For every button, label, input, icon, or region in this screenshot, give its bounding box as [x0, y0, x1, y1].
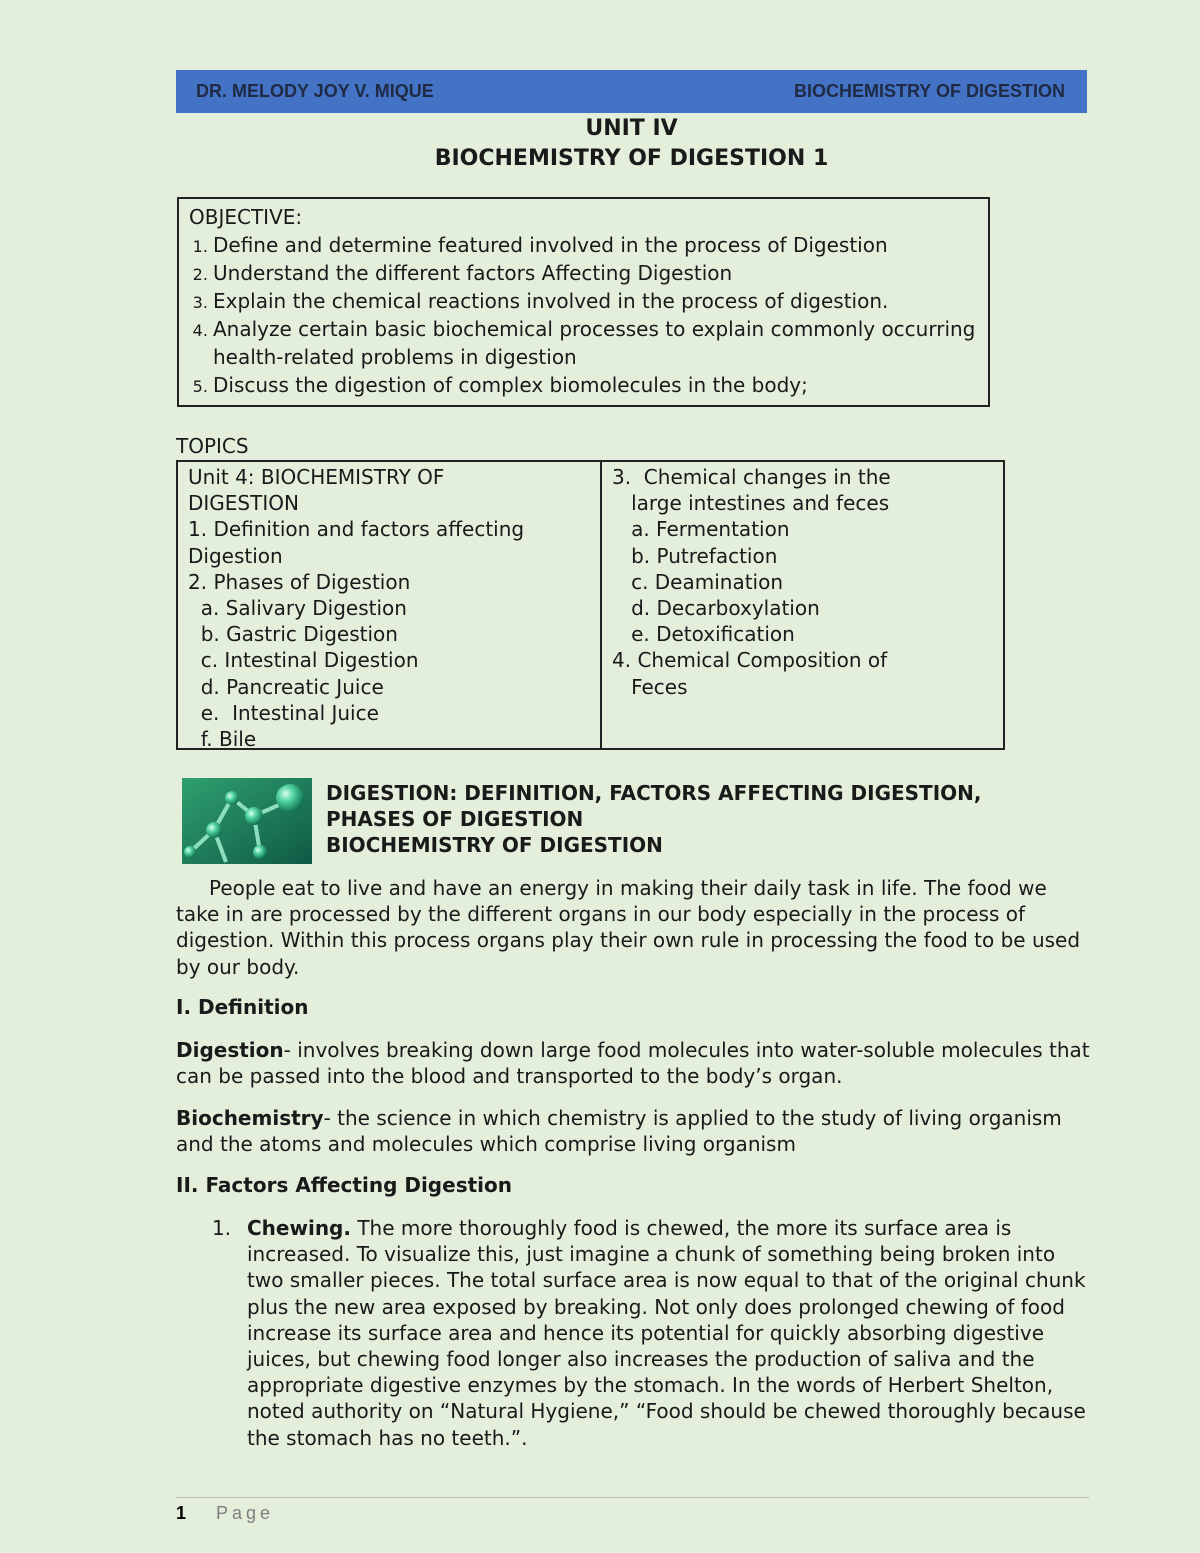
section-heading-line: BIOCHEMISTRY OF DIGESTION [326, 833, 663, 857]
topic-line: d. Pancreatic Juice [188, 674, 384, 699]
objective-item: 4. Analyze certain basic biochemical processes to explain commonly occurring health-related problems in digestion [213, 315, 978, 371]
objective-item: 2. Understand the different factors Affecting Digestion [213, 259, 978, 287]
topic-line: 1. Definition and factors affecting [188, 517, 525, 542]
factor-text [247, 1215, 1092, 1451]
biochemistry-text: - the science in which chemistry is applied to the study of living organism and the atoms and molecules which comprise living organism [176, 1106, 1062, 1157]
topic-line: b. Putrefaction [612, 543, 778, 568]
header-bar [176, 70, 1087, 113]
factor-number: 1. [212, 1216, 232, 1240]
section-heading-line: PHASES OF DIGESTION [326, 807, 584, 831]
main-title: BIOCHEMISTRY OF DIGESTION 1 [434, 146, 829, 171]
page-label: Page [216, 1503, 275, 1523]
digestion-term: Digestion [176, 1038, 284, 1062]
topic-line: Feces [612, 674, 688, 699]
page-number: 1 [176, 1503, 187, 1523]
topic-line: 3. Chemical changes in the [612, 465, 891, 489]
topic-line: a. Salivary Digestion [188, 596, 407, 621]
molecule-image [182, 778, 312, 864]
biochemistry-definition [176, 1105, 1091, 1157]
factor-description: The more thoroughly food is chewed, the more its surface area is increased. To visualize this, just imagine a chunk of something being broken into two smaller pieces. The total surface area is now equal to that of the original chunk plus the new area exposed by breaking. Not only does prolonged chewing of food increase its surface area and hence its potential for quickly absorbing digestive juices, but chewing food longer also increases the production of saliva and the appropriate digestive enzymes by the stomach. In the words of Herbert Shelton, noted authority on “Natural Hygiene,” “Food should be chewed thoroughly because the stomach has no teeth.”. [247, 1216, 1086, 1450]
topic-line: b. Gastric Digestion [188, 622, 398, 647]
topics-right-column [602, 462, 1003, 748]
topic-line: 2. Phases of Digestion [188, 569, 411, 594]
section-heading-line: DIGESTION: DEFINITION, FACTORS AFFECTING DIGESTION, [326, 781, 982, 805]
topic-line: Unit 4: BIOCHEMISTRY OF [188, 465, 445, 489]
factor-term: Chewing. [247, 1216, 351, 1240]
section-heading [326, 780, 981, 858]
unit-title: UNIT IV [585, 116, 678, 141]
intro-paragraph: People eat to live and have an energy in making their daily task in life. The food we take in are processed by the different organs in our body especially in the process of digestion. Within this process organs play their own rule in processing the food to be used by our body. [176, 876, 1081, 979]
topic-line: a. Fermentation [612, 517, 790, 542]
topics-table [176, 460, 1005, 750]
topic-line: e. Detoxification [612, 622, 795, 647]
objectives-box [177, 197, 990, 407]
topic-line: Digestion [188, 543, 283, 568]
topic-line: c. Deamination [612, 569, 784, 594]
objectives-list [189, 231, 978, 399]
objective-item: 5. Discuss the digestion of complex biomolecules in the body; [213, 371, 978, 399]
factor-item-chewing [212, 1215, 1092, 1451]
topics-label: TOPICS [176, 434, 249, 458]
topic-line: f. Bile [188, 727, 257, 752]
objectives-label: OBJECTIVE: [189, 205, 303, 229]
objective-item: 1. Define and determine featured involved in the process of Digestion [213, 231, 978, 259]
page-footer [176, 1503, 274, 1524]
topic-line: DIGESTION [188, 491, 299, 516]
biochemistry-term: Biochemistry [176, 1106, 324, 1130]
objective-item: 3. Explain the chemical reactions involved in the process of digestion. [213, 287, 978, 315]
definition-heading: I. Definition [176, 995, 309, 1019]
header-author: DR. MELODY JOY V. MIQUE [196, 81, 434, 101]
topics-left-column [178, 462, 602, 752]
factors-heading: II. Factors Affecting Digestion [176, 1173, 512, 1197]
page-title [176, 114, 1087, 174]
footer-divider [176, 1497, 1089, 1498]
topic-line: e. Intestinal Juice [188, 700, 379, 725]
topic-line: large intestines and feces [612, 491, 890, 516]
topic-line: d. Decarboxylation [612, 596, 820, 621]
header-course: BIOCHEMISTRY OF DIGESTION [793, 81, 1065, 101]
digestion-text: - involves breaking down large food molecules into water-soluble molecules that can be passed into the blood and transported to the body’s organ. [176, 1038, 1090, 1089]
topic-line: 4. Chemical Composition of [612, 648, 888, 673]
topic-line: c. Intestinal Digestion [188, 648, 419, 673]
digestion-definition [176, 1037, 1091, 1089]
